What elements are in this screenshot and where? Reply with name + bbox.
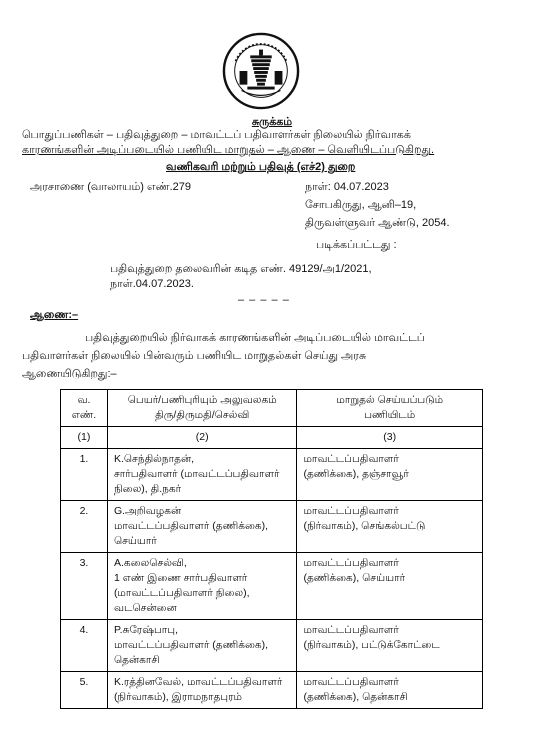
table-row bbox=[61, 449, 483, 501]
transfer-orders-table bbox=[60, 389, 483, 709]
header-serial-line-1: வ. bbox=[77, 394, 91, 406]
posting-line: மாவட்டப்பதிவாளர் bbox=[303, 676, 399, 688]
name-line: G.அறிவழகன் bbox=[113, 505, 182, 517]
row-posting bbox=[297, 620, 483, 672]
read-label: படிக்கப்பட்டது : bbox=[316, 239, 397, 251]
name-line: K.செந்தில்நாதன், bbox=[113, 453, 195, 465]
posting-line: (நிர்வாகம்), பட்டுக்கோட்டை bbox=[303, 639, 440, 651]
separator: – – – – – bbox=[238, 294, 290, 306]
header-name-line-2: திரு/திருமதி/செல்வி bbox=[155, 409, 250, 421]
row-posting bbox=[297, 553, 483, 620]
posting-line: (தணிக்கை), செய்யார் bbox=[303, 572, 406, 584]
posting-line: (தணிக்கை), தஞ்சாவூர் bbox=[303, 468, 409, 480]
row-name bbox=[107, 449, 297, 501]
department-name: வணிகவரி மற்றும் பதிவுத் (எச்2) துறை bbox=[166, 161, 356, 173]
row-posting bbox=[297, 449, 483, 501]
order-para-line-1: பதிவுத்துறையில் நிர்வாகக் காரணங்களின் அடிப்படையில் மாவட்டப் bbox=[85, 332, 425, 344]
order-para-line-2: பதிவாளர்கள் நிலையில் பின்வரும் பணியிட மாறுதல்கள் செய்து அரசு bbox=[22, 350, 367, 362]
row-serial: 4. bbox=[61, 620, 108, 672]
name-line: நிலை), தி.நகர் bbox=[113, 483, 182, 495]
header-name-line-1: பெயர்/பணிபுரியும் அலுவலகம் bbox=[127, 394, 277, 406]
summary-line-1: பொதுப்பணிகள் – பதிவுத்துறை – மாவட்டப் பதிவாளர்கள் நிலையில் நிர்வாகக் bbox=[22, 129, 411, 141]
order-para-line-3: ஆணையிடுகிறது:– bbox=[22, 368, 117, 380]
header-name bbox=[107, 390, 297, 427]
row-serial: 5. bbox=[61, 672, 108, 709]
col-number: (2) bbox=[107, 427, 297, 449]
posting-line: மாவட்டப்பதிவாளர் bbox=[303, 453, 399, 465]
table-row bbox=[61, 553, 483, 620]
row-posting bbox=[297, 672, 483, 709]
name-line: 1 எண் இணை சார்பதிவாளர் bbox=[113, 572, 248, 584]
name-line: (நிர்வாகம்), இராமநாதபுரம் bbox=[113, 691, 242, 703]
name-line: P.சுரேஷ்பாபு, bbox=[113, 624, 179, 636]
row-serial: 3. bbox=[61, 553, 108, 620]
tamil-date-1: சோபகிருது, ஆனி–19, bbox=[305, 199, 417, 211]
posting-line: (நிர்வாகம்), செங்கல்பட்டு bbox=[303, 520, 426, 532]
name-line: வடசென்னை bbox=[113, 602, 177, 614]
order-heading: ஆணை:– bbox=[30, 309, 79, 321]
posting-line: மாவட்டப்பதிவாளர் bbox=[303, 557, 399, 569]
posting-line: மாவட்டப்பதிவாளர் bbox=[303, 505, 399, 517]
col-number: (1) bbox=[61, 427, 108, 449]
name-line: A.கலைசெல்வி, bbox=[113, 557, 187, 569]
summary-line-2: காரணங்களின் அடிப்படையில் பணியிட மாறுதல் – ஆணை – வெளியிடப்படுகிறது. bbox=[22, 144, 435, 156]
table-row bbox=[61, 620, 483, 672]
header-serial-line-2: எண். bbox=[71, 409, 97, 421]
name-line: மாவட்டப்பதிவாளர் (தணிக்கை), bbox=[113, 520, 269, 532]
table-row bbox=[61, 501, 483, 553]
name-line: தென்காசி bbox=[113, 654, 160, 666]
column-number-row bbox=[61, 427, 483, 449]
header-posting bbox=[297, 390, 483, 427]
tamil-date-2: திருவள்ளுவர் ஆண்டு, 2054. bbox=[305, 217, 450, 229]
row-posting bbox=[297, 501, 483, 553]
row-serial: 2. bbox=[61, 501, 108, 553]
go-date: நாள்: 04.07.2023 bbox=[305, 181, 389, 193]
name-line: (மாவட்டப்பதிவாளர் நிலை), bbox=[113, 587, 250, 599]
row-name bbox=[107, 672, 297, 709]
name-line: சார்பதிவாளர் (மாவட்டப்பதிவாளர் bbox=[113, 468, 280, 480]
name-line: K.ரத்தினவேல், மாவட்டப்பதிவாளர் bbox=[113, 676, 283, 688]
header-serial bbox=[61, 390, 108, 427]
header-posting-line-2: பணியிடம் bbox=[364, 409, 416, 421]
row-serial: 1. bbox=[61, 449, 108, 501]
row-name bbox=[107, 553, 297, 620]
go-number: அரசாணை (வாலாயம்) எண்.279 bbox=[30, 181, 192, 193]
government-emblem-icon bbox=[222, 32, 300, 110]
col-number: (3) bbox=[297, 427, 483, 449]
row-name bbox=[107, 501, 297, 553]
reference-line-1: பதிவுத்துறை தலைவரின் கடித எண். 49129/அ1/2021, bbox=[110, 263, 372, 275]
name-line: செய்யார் bbox=[113, 535, 157, 547]
posting-line: (தணிக்கை), தென்காசி bbox=[303, 691, 408, 703]
table-header-row bbox=[61, 390, 483, 427]
table-row bbox=[61, 672, 483, 709]
posting-line: மாவட்டப்பதிவாளர் bbox=[303, 624, 399, 636]
reference-line-2: நாள்.04.07.2023. bbox=[110, 278, 194, 290]
name-line: மாவட்டப்பதிவாளர் (தணிக்கை), bbox=[113, 639, 269, 651]
summary-heading: சுருக்கம் bbox=[251, 116, 293, 128]
row-name bbox=[107, 620, 297, 672]
header-posting-line-1: மாறுதல் செய்யப்படும் bbox=[336, 394, 444, 406]
